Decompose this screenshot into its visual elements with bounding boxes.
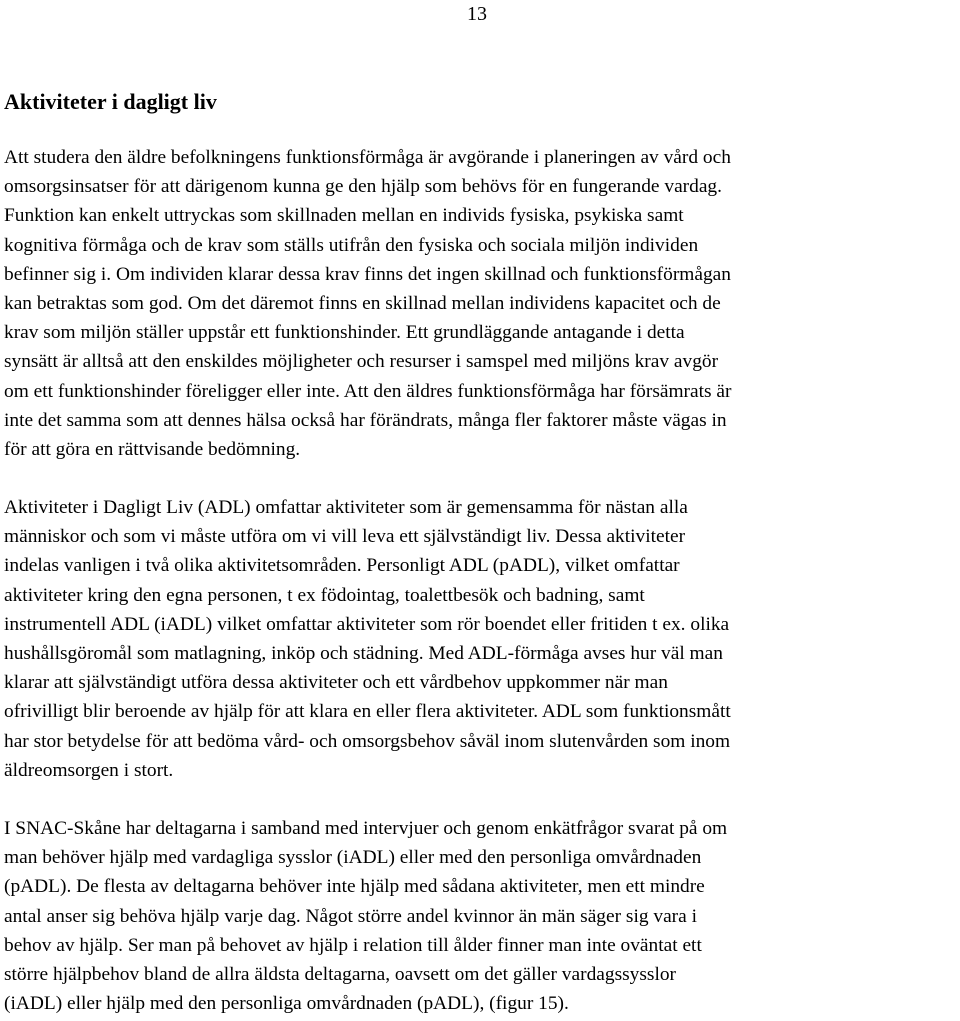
text-line: klarar att självständigt utföra dessa aktiviteter och ett vårdbehov uppkommer när man: [4, 672, 668, 694]
text-line: större hjälpbehov bland de allra äldsta deltagarna, oavsett om det gäller vardagssysslor: [4, 964, 676, 986]
text-line: kan betraktas som god. Om det däremot finns en skillnad mellan individens kapacitet och de: [4, 293, 721, 315]
text-line: om ett funktionshinder föreligger eller inte. Att den äldres funktionsförmåga har försämrats är: [4, 380, 732, 402]
text-line: ofrivilligt blir beroende av hjälp för att klara en eller flera aktiviteter. ADL som funktionsmått: [4, 701, 731, 723]
paragraph-adl-definition: [4, 493, 960, 785]
text-line: behov av hjälp. Ser man på behovet av hjälp i relation till ålder finner man inte oväntat ett: [4, 934, 702, 956]
text-line: (pADL). De flesta av deltagarna behöver inte hjälp med sådana aktiviteter, men ett mindre: [4, 876, 705, 898]
text-line: antal anser sig behöva hjälp varje dag. Något större andel kvinnor än män säger sig vara i: [4, 905, 697, 927]
text-line: aktiviteter kring den egna personen, t ex födointag, toalettbesök och badning, samt: [4, 584, 645, 606]
text-line: synsätt är alltså att den enskildes möjligheter och resurser i samspel med miljöns krav avgör: [4, 351, 719, 373]
text-line: (iADL) eller hjälp med den personliga omvårdnaden (pADL), (figur 15).: [4, 993, 569, 1015]
text-line: indelas vanligen i två olika aktivitetsområden. Personligt ADL (pADL), vilket omfattar: [4, 555, 680, 577]
text-line: Att studera den äldre befolkningens funktionsförmåga är avgörande i planeringen av vård och: [4, 147, 731, 168]
text-line: kognitiva förmåga och de krav som ställs utifrån den fysiska och sociala miljön individen: [4, 234, 699, 256]
text-line: I SNAC-Skåne har deltagarna i samband med intervjuer och genom enkätfrågor svarat på om: [4, 818, 728, 839]
text-line: Funktion kan enkelt uttryckas som skillnaden mellan en individs fysiska, psykiska samt: [4, 205, 684, 227]
text-line: befinner sig i. Om individen klarar dessa krav finns det ingen skillnad och funktionsförmågan: [4, 263, 731, 285]
text-line: inte det samma som att dennes hälsa också har förändrats, många fler faktorer måste vägas in: [4, 409, 727, 431]
section-heading: Aktiviteter i dagligt liv: [4, 89, 217, 114]
text-line: människor och som vi måste utföra om vi vill leva ett självständigt liv. Dessa aktiviteter: [4, 526, 686, 548]
text-line: äldreomsorgen i stort.: [4, 759, 174, 781]
text-line: man behöver hjälp med vardagliga sysslor (iADL) eller med den personliga omvårdnaden: [4, 847, 702, 869]
text-line: för att göra en rättvisande bedömning.: [4, 439, 301, 461]
text-line: hushållsgöromål som matlagning, inköp och städning. Med ADL-förmåga avses hur väl man: [4, 643, 723, 665]
paragraph-functional-ability: [4, 143, 960, 464]
text-line: omsorgsinsatser för att därigenom kunna ge den hjälp som behövs för en fungerande vardag.: [4, 176, 722, 198]
text-line: instrumentell ADL (iADL) vilket omfattar aktiviteter som rör boendet eller fritiden t ex. olika: [4, 613, 730, 635]
page-number: 13: [467, 3, 487, 25]
text-line: Aktiviteter i Dagligt Liv (ADL) omfattar aktiviteter som är gemensamma för nästan alla: [4, 497, 688, 518]
text-line: krav som miljön ställer uppstår ett funktionshinder. Ett grundläggande antagande i detta: [4, 322, 685, 344]
text-line: har stor betydelse för att bedöma vård- och omsorgsbehov såväl inom slutenvården som inom: [4, 730, 731, 752]
paragraph-snac-skane: [4, 814, 960, 1018]
